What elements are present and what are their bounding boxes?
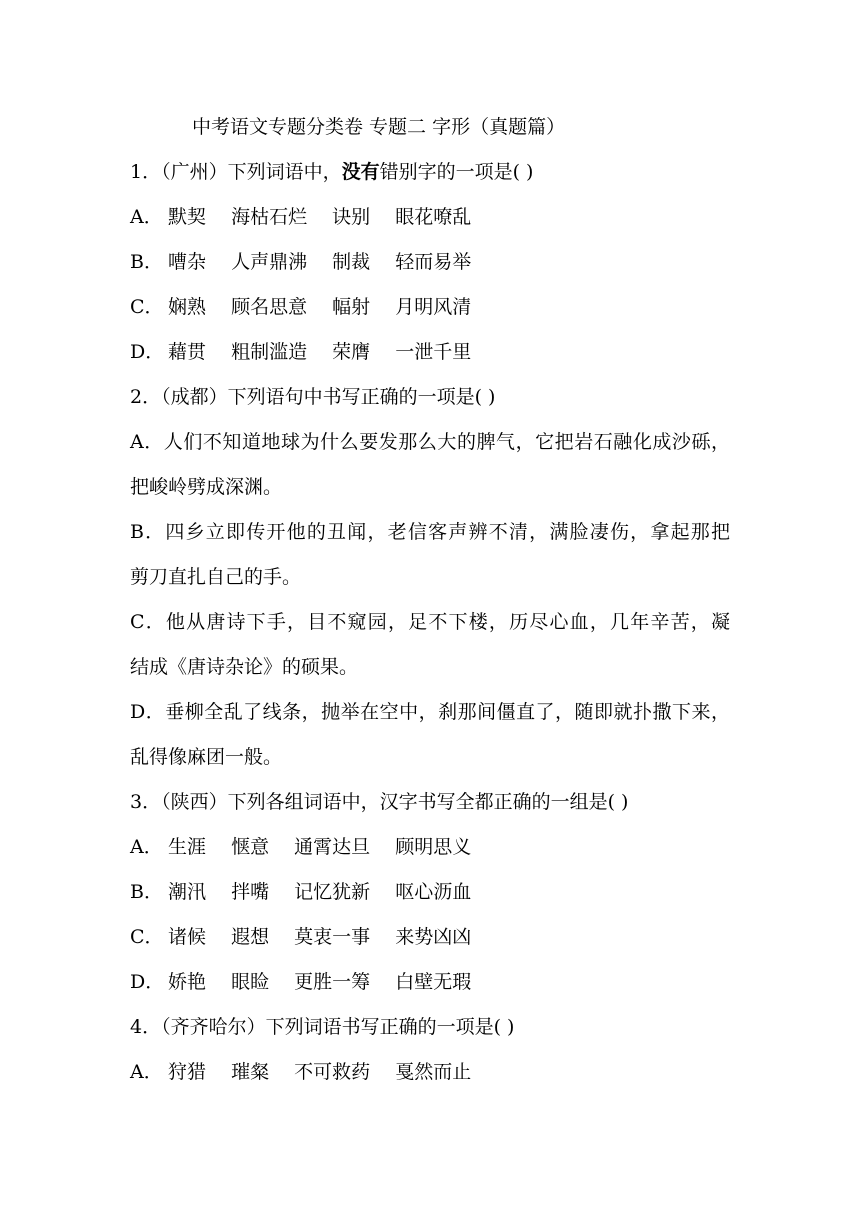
- option-word: 海枯石烂: [231, 206, 308, 228]
- question-2-option-c-line1: C．他从唐诗下手，目不窥园，足不下楼，历尽心血，几年辛苦，凝: [130, 611, 730, 633]
- option-word: 幅射: [332, 296, 371, 318]
- question-2-option-b-line2: 剪刀直扎自己的手。: [130, 566, 302, 588]
- question-1-option-a: [130, 203, 471, 231]
- option-label: A．: [130, 1061, 163, 1083]
- option-word: 人声鼎沸: [231, 251, 308, 273]
- question-2-option-d-line1: D．垂柳全乱了线条，抛举在空中，刹那间僵直了，随即就扑撒下来，: [130, 701, 730, 723]
- question-1-option-d: [130, 338, 471, 366]
- question-3-stem: 3．（陕西）下列各组词语中，汉字书写全都正确的一组是( ): [130, 791, 629, 813]
- option-word: 诀别: [332, 206, 371, 228]
- option-word: 来势凶凶: [395, 926, 472, 948]
- option-label: A．: [130, 836, 163, 858]
- question-1-suffix: 错别字的一项是( ): [379, 161, 534, 183]
- option-word: 一泄千里: [395, 341, 472, 363]
- option-word: 藉贯: [168, 341, 207, 363]
- option-word: 诸候: [168, 926, 207, 948]
- question-3-option-c: [130, 923, 471, 951]
- question-1-option-b: [130, 248, 471, 276]
- question-1-emphasis: 没有: [341, 161, 380, 183]
- document-title: 中考语文专题分类卷 专题二 字形（真题篇）: [192, 116, 566, 138]
- option-word: 娇艳: [168, 971, 207, 993]
- option-word: 不可救药: [294, 1061, 371, 1083]
- question-2-option-d-line2: 乱得像麻团一般。: [130, 746, 283, 768]
- option-label: C．: [130, 926, 164, 948]
- option-word: 白壁无瑕: [395, 971, 472, 993]
- question-1-prefix: 1．（广州）下列词语中，: [130, 161, 342, 183]
- option-word: 潮汛: [168, 881, 207, 903]
- option-word: 轻而易举: [395, 251, 472, 273]
- question-3-option-a: [130, 833, 471, 861]
- option-word: 顾名思意: [231, 296, 308, 318]
- question-1-option-c: [130, 293, 471, 321]
- question-4-option-a: [130, 1058, 471, 1086]
- option-word: 眼花嘹乱: [395, 206, 472, 228]
- option-word: 娴熟: [168, 296, 207, 318]
- option-word: 通霄达旦: [294, 836, 371, 858]
- question-3-option-b: [130, 878, 471, 906]
- option-word: 嘈杂: [168, 251, 207, 273]
- option-word: 拌嘴: [231, 881, 270, 903]
- option-label: A．: [130, 206, 163, 228]
- option-word: 荣膺: [332, 341, 371, 363]
- option-label: C．: [130, 296, 164, 318]
- option-label: D．: [130, 341, 165, 363]
- option-word: 制裁: [332, 251, 371, 273]
- option-word: 记忆犹新: [294, 881, 371, 903]
- option-word: 璀粲: [231, 1061, 270, 1083]
- option-word: 更胜一筹: [294, 971, 371, 993]
- option-word: 狩猎: [168, 1061, 207, 1083]
- option-label: B．: [130, 251, 163, 273]
- option-word: 默契: [168, 206, 207, 228]
- option-label: B．: [130, 881, 163, 903]
- option-label: D．: [130, 971, 165, 993]
- question-2-option-c-line2: 结成《唐诗杂论》的硕果。: [130, 656, 359, 678]
- option-word: 生涯: [168, 836, 207, 858]
- option-word: 眼睑: [231, 971, 270, 993]
- option-word: 遐想: [231, 926, 270, 948]
- option-word: 顾明思义: [395, 836, 472, 858]
- option-word: 粗制滥造: [231, 341, 308, 363]
- question-2-option-a-line2: 把峻岭劈成深渊。: [130, 476, 283, 498]
- question-2-stem: 2．（成都）下列语句中书写正确的一项是( ): [130, 386, 496, 408]
- option-word: 呕心沥血: [395, 881, 472, 903]
- option-word: 戛然而止: [395, 1061, 472, 1083]
- option-word: 惬意: [231, 836, 270, 858]
- option-word: 月明风清: [395, 296, 472, 318]
- option-word: 莫衷一事: [294, 926, 371, 948]
- question-2-option-b-line1: B．四乡立即传开他的丑闻，老信客声辨不清，满脸凄伤，拿起那把: [130, 521, 730, 543]
- question-2-option-a-line1: A．人们不知道地球为什么要发那么大的脾气，它把岩石融化成沙砾，: [130, 431, 730, 453]
- question-1-stem: [130, 158, 533, 186]
- question-3-option-d: [130, 968, 471, 996]
- question-4-stem: 4．（齐齐哈尔）下列词语书写正确的一项是( ): [130, 1016, 515, 1038]
